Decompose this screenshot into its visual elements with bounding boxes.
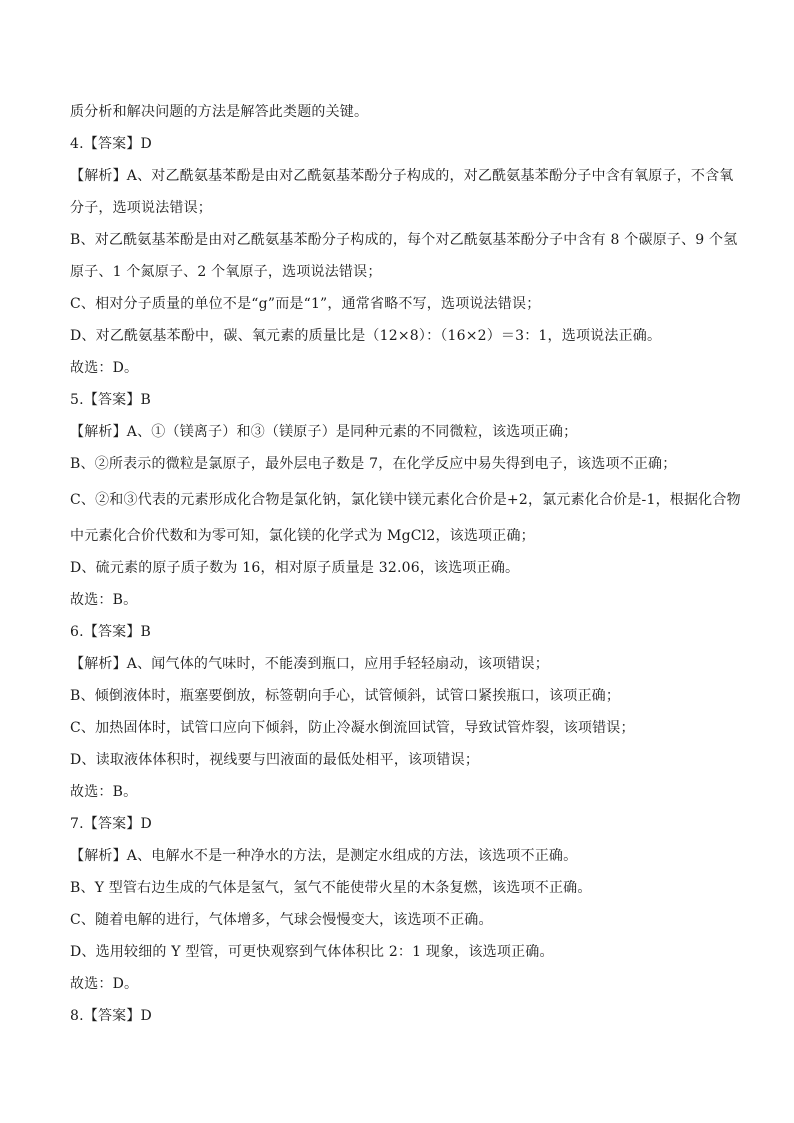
analysis-5-line-2: B、②所表示的微粒是氯原子，最外层电子数是 7，在化学反应中易失得到电子，该选项不正确； <box>70 456 677 472</box>
analysis-4-line-2: 分子，选项说法错误； <box>70 200 212 216</box>
analysis-5-line-3: C、②和③代表的元素形成化合物是氯化钠，氯化镁中镁元素化合价是+2，氯元素化合价是-1，根据化合物 <box>70 492 741 508</box>
answer-heading-8: 8.【答案】D <box>70 1008 152 1024</box>
analysis-6-line-3: C、加热固体时，试管口应向下倾斜，防止冷凝水倒流回试管，导致试管炸裂，该项错误； <box>70 720 635 736</box>
analysis-6-line-4: D、读取液体体积时，视线要与凹液面的最低处相平，该项错误； <box>70 752 480 768</box>
analysis-5-line-5: D、硫元素的原子质子数为 16，相对原子质量是 32.06，该选项正确。 <box>70 560 520 576</box>
analysis-4-line-3: B、对乙酰氨基苯酚是由对乙酰氨基苯酚分子构成的，每个对乙酰氨基苯酚分子中含有 8 个碳原子、9 个氢 <box>70 232 738 248</box>
answer-heading-5: 5.【答案】B <box>70 392 152 408</box>
conclusion-6: 故选：B。 <box>70 784 138 800</box>
analysis-7-line-2: B、Y 型管右边生成的气体是氢气，氢气不能使带火星的木条复燃，该选项不正确。 <box>70 880 592 896</box>
analysis-5-line-1: 【解析】A、①（镁离子）和③（镁原子）是同种元素的不同微粒，该选项正确； <box>70 424 578 440</box>
analysis-4-line-5: C、相对分子质量的单位不是“g”而是“1”，通常省略不写，选项说法错误； <box>70 296 541 312</box>
answer-heading-4: 4.【答案】D <box>70 136 152 152</box>
analysis-6-line-1: 【解析】A、闻气体的气味时，不能凑到瓶口，应用手轻轻扇动，该项错误； <box>70 656 549 672</box>
answer-heading-6: 6.【答案】B <box>70 624 152 640</box>
conclusion-4: 故选：D。 <box>70 360 139 376</box>
analysis-4-line-1: 【解析】A、对乙酰氨基苯酚是由对乙酰氨基苯酚分子构成的，对乙酰氨基苯酚分子中含有氧原子，不含氧 <box>70 168 734 184</box>
answer-heading-7: 7.【答案】D <box>70 816 152 832</box>
text-line-continuation: 质分析和解决问题的方法是解答此类题的关键。 <box>70 104 369 120</box>
analysis-4-line-4: 原子、1 个氮原子、2 个氧原子，选项说法错误； <box>70 264 382 280</box>
analysis-6-line-2: B、倾倒液体时，瓶塞要倒放，标签朝向手心，试管倾斜，试管口紧挨瓶口，该项正确； <box>70 688 621 704</box>
conclusion-7: 故选：D。 <box>70 976 139 992</box>
analysis-4-line-6: D、对乙酰氨基苯酚中，碳、氧元素的质量比是（12×8）：（16×2）＝3：1，选项说法正确。 <box>70 328 662 344</box>
analysis-5-line-4: 中元素化合价代数和为零可知，氯化镁的化学式为 MgCl2，该选项正确； <box>70 528 535 544</box>
analysis-7-line-3: C、随着电解的进行，气体增多，气球会慢慢变大，该选项不正确。 <box>70 912 493 928</box>
analysis-7-line-4: D、选用较细的 Y 型管，可更快观察到气体体积比 2：1 现象，该选项正确。 <box>70 944 554 960</box>
analysis-7-line-1: 【解析】A、电解水不是一种净水的方法，是测定水组成的方法，该选项不正确。 <box>70 848 578 864</box>
conclusion-5: 故选：B。 <box>70 592 138 608</box>
